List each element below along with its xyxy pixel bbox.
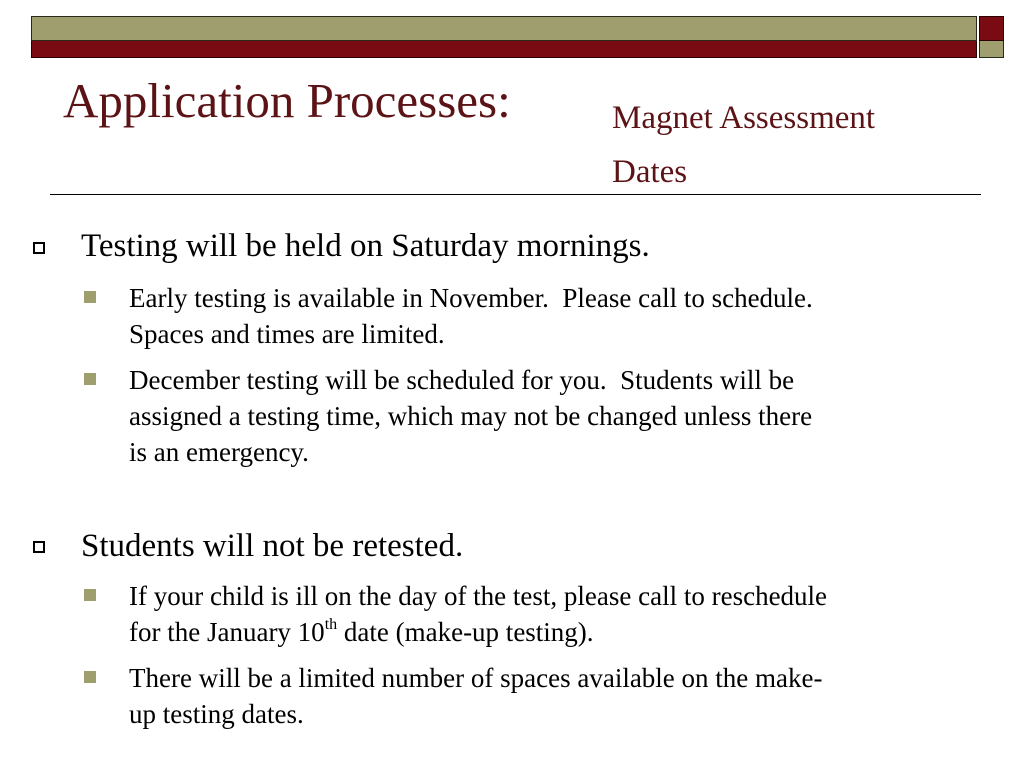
slide-title: Application Processes: <box>63 73 511 128</box>
sub-bullet-line: assigned a testing time, which may not be changed unless there <box>129 401 813 431</box>
sub-bullet-line: is an emergency. <box>129 437 309 467</box>
hollow-square-bullet-icon <box>33 541 45 553</box>
slide-subtitle-line-2: Dates <box>612 154 688 190</box>
slide-subtitle-line-1: Magnet Assessment <box>612 100 876 136</box>
bullet-no-retest: Students will not be retested. <box>81 528 464 564</box>
sub-bullet-line: There will be a limited number of spaces available on the make- <box>129 663 823 693</box>
sub-bullet-line: Spaces and times are limited. <box>129 319 445 349</box>
sub-bullet-ill-reschedule <box>129 578 1019 650</box>
filled-square-bullet-icon <box>84 291 96 303</box>
title-divider <box>50 194 981 195</box>
sub-bullet-limited-spaces <box>129 660 1019 732</box>
sub-bullet-line: If your child is ill on the day of the test, please call to reschedule <box>129 581 828 611</box>
corner-square-olive <box>979 41 1004 58</box>
sub-bullet-early-testing <box>129 280 1019 352</box>
filled-square-bullet-icon <box>84 671 96 683</box>
hollow-square-bullet-icon <box>33 242 45 254</box>
sub-bullet-line: up testing dates. <box>129 699 304 729</box>
slide-subtitle <box>612 91 952 199</box>
sub-bullet-line <box>129 614 1019 650</box>
text-run: for the January 10 <box>129 617 325 647</box>
header-band-maroon <box>31 41 977 58</box>
ordinal-suffix: th <box>324 616 338 633</box>
text-run: date (make-up testing). <box>337 617 594 647</box>
sub-bullet-line: December testing will be scheduled for you. Students will be <box>129 365 795 395</box>
header-band-olive <box>31 16 977 41</box>
filled-square-bullet-icon <box>84 373 96 385</box>
bullet-testing-saturday: Testing will be held on Saturday mornings. <box>81 228 650 264</box>
sub-bullet-line: Early testing is available in November. Please call to schedule. <box>129 283 813 313</box>
sub-bullet-december-testing <box>129 362 1019 470</box>
filled-square-bullet-icon <box>84 589 96 601</box>
corner-square-maroon <box>979 16 1004 41</box>
